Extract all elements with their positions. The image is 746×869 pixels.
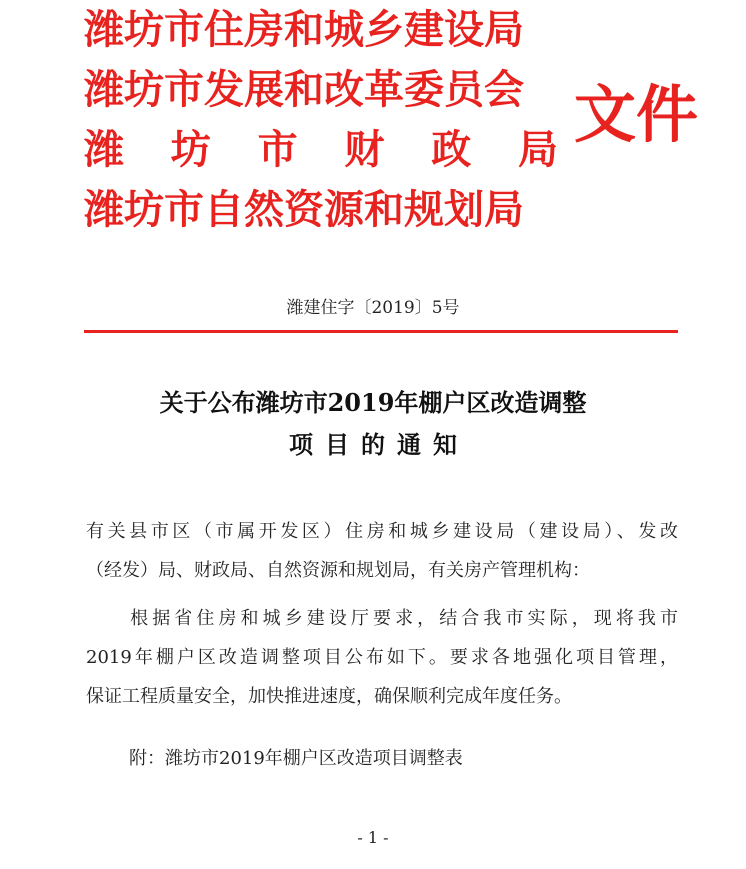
issuer-finance-char-2: 市: [257, 126, 298, 173]
issuer-natural-resources-bureau: 潍坊市自然资源和规划局: [84, 186, 524, 233]
document-number: 潍建住字〔2019〕5号: [286, 298, 460, 318]
body-paragraph: [86, 599, 678, 716]
document-title-line-1: 关于公布潍坊市2019年棚户区改造调整: [159, 388, 587, 417]
issuer-finance-char-4: 政: [431, 126, 472, 173]
issuer-development-commission: 潍坊市发展和改革委员会: [84, 66, 524, 113]
attachment-note: 附：潍坊市2019年棚户区改造项目调整表: [129, 748, 463, 769]
body-line-1: 根据省住房和城乡建设厅要求，结合我市实际，现将我市: [86, 608, 678, 629]
issuer-block: [84, 0, 564, 240]
body-line-3: 保证工程质量安全，加快推进速度，确保顺利完成年度任务。: [86, 686, 572, 707]
issuer-finance-bureau: [84, 120, 558, 180]
addressee-line-2: （经发）局、财政局、自然资源和规划局，有关房产管理机构：: [86, 560, 590, 581]
issuer-finance-char-0: 潍: [84, 126, 124, 173]
red-divider: [84, 330, 678, 333]
issuer-finance-char-1: 坊: [170, 126, 211, 173]
body-line-2: 2019年棚户区改造调整项目公布如下。要求各地强化项目管理，: [86, 647, 678, 668]
page-number: - 1 -: [357, 828, 389, 847]
issuer-finance-char-5: 局: [517, 126, 558, 173]
issuer-finance-char-3: 财: [344, 126, 385, 173]
document-word: 文件: [574, 78, 699, 151]
addressee-line-1: 有关县市区（市属开发区）住房和城乡建设局（建设局）、发改: [86, 521, 678, 542]
document-title-line-2: 项目的通知: [289, 430, 469, 459]
addressee: [86, 512, 678, 590]
issuer-housing-bureau: 潍坊市住房和城乡建设局: [84, 6, 524, 53]
